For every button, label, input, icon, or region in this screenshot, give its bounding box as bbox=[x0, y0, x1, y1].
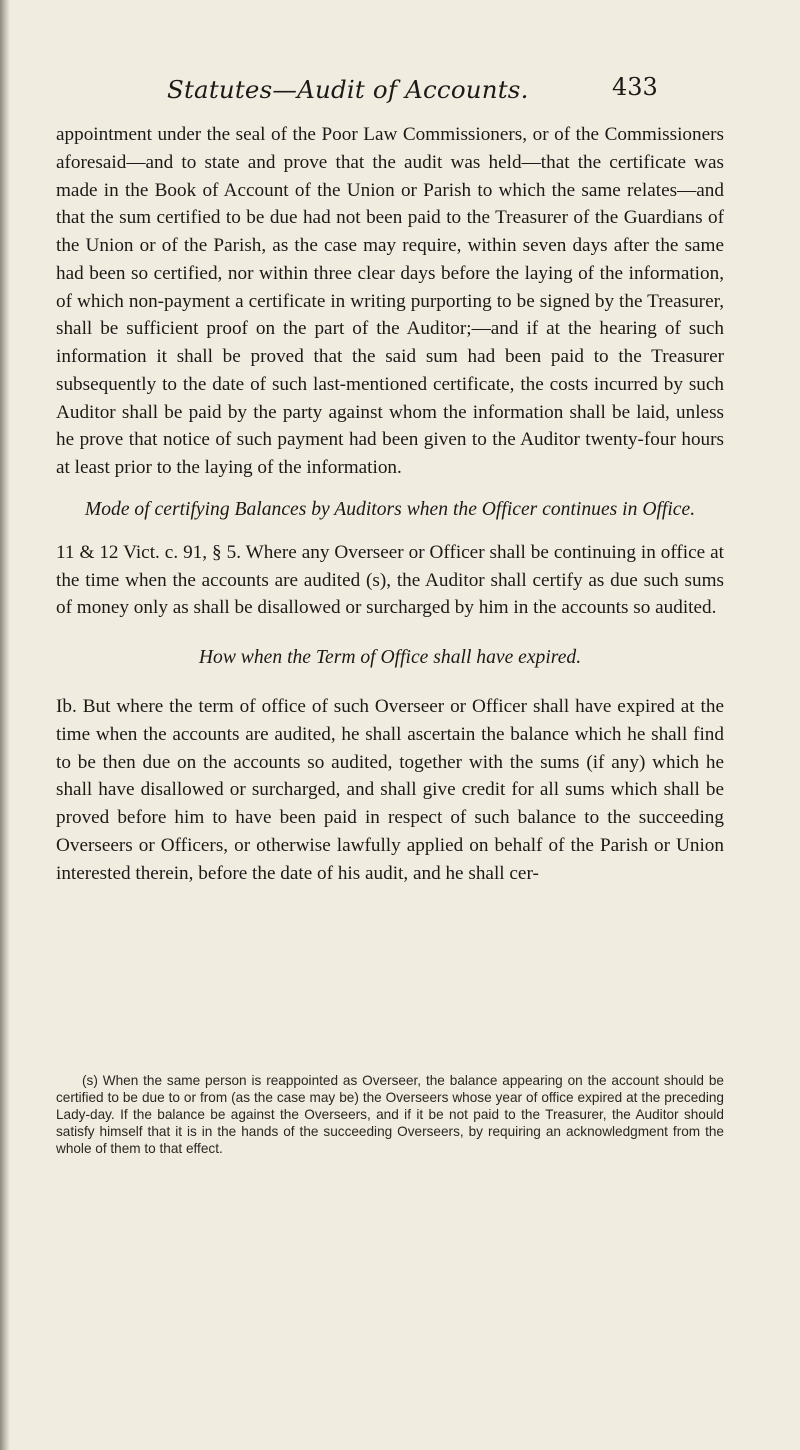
section-heading-term-expired: How when the Term of Office shall have expired. bbox=[198, 647, 582, 668]
footnote bbox=[56, 1072, 724, 1157]
footnote-text: (s) When the same person is reappointed as Overseer, the balance appearing on the account should be certified to be due to or from (as the case may be) the Overseers whose year of office expired at the preceding Lady-day. If the balance be against the Overseers, and if it be not paid to the Treasurer, the Auditor should satisfy himself that it is in the hands of the succeeding Overseers, by requiring an acknowledgment from the whole of them to that effect. bbox=[56, 1073, 724, 1156]
page-binding-edge bbox=[0, 0, 10, 1450]
main-text bbox=[56, 121, 724, 887]
paragraph-section-5: 11 & 12 Vict. c. 91, § 5. Where any Overseer or Officer shall be continuing in office at the time when the accounts are audited (s), the Auditor shall certify as due such sums of money only as shall be disallowed or surcharged by him in the accounts so audited. bbox=[56, 541, 724, 619]
page-number: 433 bbox=[612, 73, 658, 101]
section-heading-certifying-balances: Mode of certifying Balances by Auditors when the Officer continues in Office. bbox=[84, 498, 696, 520]
paragraph-ibid: Ib. But where the term of office of such Overseer or Officer shall have expired at the time when the accounts are audited, he shall ascertain the balance which he shall find to be then due on the accounts so audited, together with the sums (if any) which he shall have disallowed or surcharged, and shall give credit for all sums which shall be proved before him to have been paid in respect of such balance to the succeeding Overseers or Officers, or otherwise lawfully applied on behalf of the Parish or Union interested therein, before the date of his audit, and he shall cer- bbox=[56, 696, 724, 884]
paragraph-continuation: appointment under the seal of the Poor Law Commissioners, or of the Commissioners aforesaid—and to state and prove that the audit was held—that the certificate was made in the Book of Account of the Union or Parish to which the same relates—and that the sum certified to be due had not been paid to the Treasurer of the Guardians of the Union or of the Parish, as the case may require, within seven days after the same had been so certified, nor within three clear days before the laying of the information, of which non-payment a certificate in writing purporting to be signed by the Treasurer, shall be sufficient proof on the part of the Auditor;—and if at the hearing of such information it shall be proved that the said sum had been paid to the Treasurer subsequently to the date of such last-mentioned certificate, the costs incurred by such Auditor shall be paid by the party against whom the information shall be laid, unless he prove that notice of such payment had been given to the Auditor twenty-four hours at least prior to the laying of the information. bbox=[56, 124, 724, 478]
running-title: Statutes—Audit of Accounts. bbox=[167, 75, 529, 104]
